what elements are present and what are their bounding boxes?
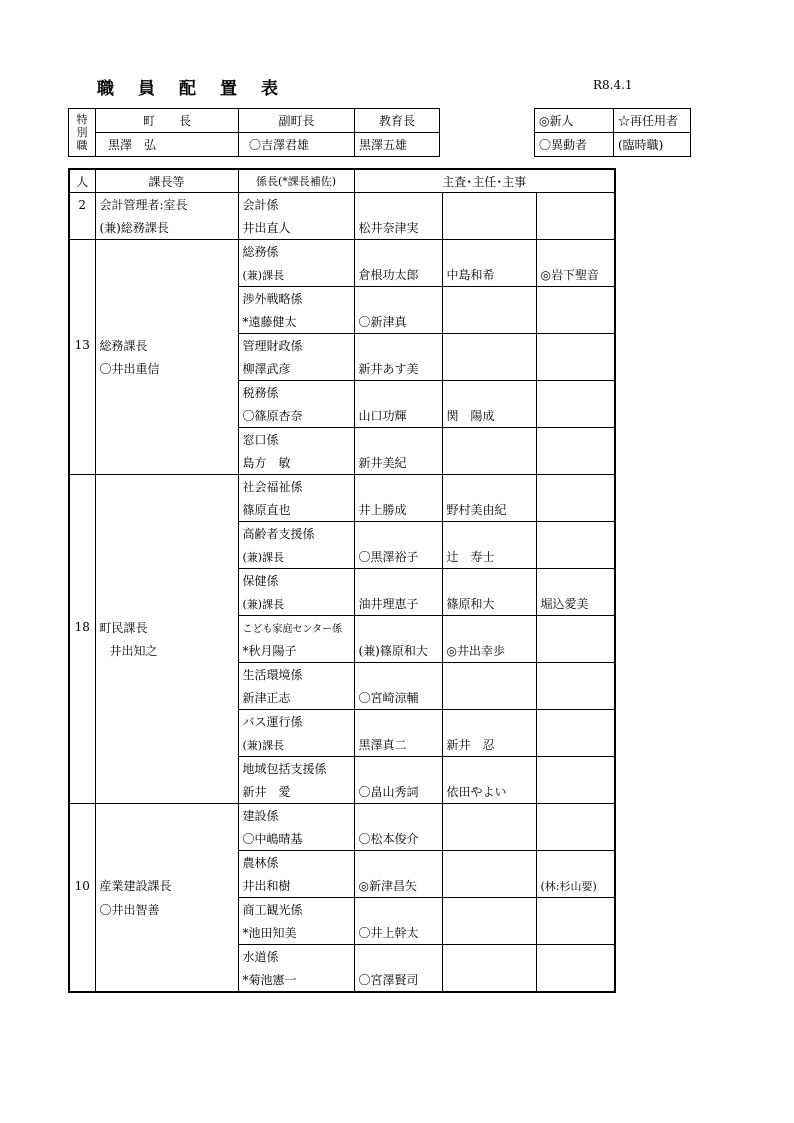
table-row	[69, 968, 615, 992]
dept-count	[69, 686, 95, 710]
table-row	[69, 216, 615, 240]
header-education-chief: 教育長	[355, 109, 440, 133]
section-head: 新井 愛	[238, 780, 354, 804]
section-name: 会計係	[238, 193, 354, 217]
staff-cell: 新井あす美	[354, 357, 442, 381]
staff-cell: 辻 寿士	[442, 545, 536, 569]
dept-count	[69, 639, 95, 663]
staff-cell: 堀込愛美	[536, 592, 615, 616]
header-staff: 主査･主任･主事	[354, 169, 615, 193]
section-name: 建設係	[238, 804, 354, 828]
dept-count: 10	[69, 874, 95, 898]
staff-cell	[354, 663, 442, 687]
staff-cell	[442, 310, 536, 334]
dept-count	[69, 451, 95, 475]
section-name: 商工観光係	[238, 898, 354, 922]
staff-cell: 〇宮崎涼輔	[354, 686, 442, 710]
section-head: 島方 敏	[238, 451, 354, 475]
dept-chief	[95, 381, 238, 405]
header-count: 人	[69, 169, 95, 193]
section-head: 〇中嶋晴基	[238, 827, 354, 851]
staff-cell	[536, 851, 615, 875]
staff-cell	[354, 804, 442, 828]
dept-count	[69, 404, 95, 428]
staff-cell: 中島和希	[442, 263, 536, 287]
staff-cell	[354, 475, 442, 499]
special-label-text: 特別職	[76, 113, 88, 152]
dept-chief	[95, 498, 238, 522]
table-row	[69, 381, 615, 405]
staff-cell	[442, 381, 536, 405]
table-row	[69, 710, 615, 734]
staff-cell	[354, 193, 442, 217]
table-row	[69, 851, 615, 875]
staff-cell: 松井奈津実	[354, 216, 442, 240]
staff-cell	[536, 569, 615, 593]
staff-cell	[442, 475, 536, 499]
section-head: (兼)課長	[238, 545, 354, 569]
dept-chief: 町民課長	[95, 616, 238, 640]
staff-table	[68, 168, 616, 993]
staff-cell: 関 陽成	[442, 404, 536, 428]
section-name: こども家庭センター係	[238, 616, 354, 640]
section-name: 保健係	[238, 569, 354, 593]
staff-cell	[354, 287, 442, 311]
staff-cell	[536, 827, 615, 851]
dept-count	[69, 381, 95, 405]
staff-cell: 〇井上幹太	[354, 921, 442, 945]
dept-count	[69, 216, 95, 240]
table-row	[69, 545, 615, 569]
table-row	[69, 757, 615, 781]
table-row	[69, 827, 615, 851]
section-name: 地域包括支援係	[238, 757, 354, 781]
staff-cell	[442, 287, 536, 311]
dept-count	[69, 851, 95, 875]
page-title: 職員配置表	[97, 79, 302, 99]
staff-cell	[354, 428, 442, 452]
staff-cell: ◎岩下聖音	[536, 263, 615, 287]
staff-cell	[536, 898, 615, 922]
table-row	[69, 451, 615, 475]
section-name: 税務係	[238, 381, 354, 405]
dept-chief: 産業建設課長	[95, 874, 238, 898]
section-name: 渉外戦略係	[238, 287, 354, 311]
section-head: 井出和樹	[238, 874, 354, 898]
section-head: *菊池憲一	[238, 968, 354, 992]
staff-cell	[536, 921, 615, 945]
dept-count	[69, 780, 95, 804]
staff-cell	[536, 498, 615, 522]
dept-chief	[95, 827, 238, 851]
staff-cell	[536, 616, 615, 640]
table-row	[69, 475, 615, 499]
table-row	[69, 334, 615, 358]
dept-chief	[95, 968, 238, 992]
dept-count	[69, 569, 95, 593]
staff-cell	[536, 475, 615, 499]
staff-cell	[536, 451, 615, 475]
dept-chief	[95, 710, 238, 734]
staff-cell	[536, 733, 615, 757]
staff-cell	[442, 428, 536, 452]
staff-cell	[536, 757, 615, 781]
dept-count	[69, 592, 95, 616]
staff-cell: 山口功輝	[354, 404, 442, 428]
staff-cell	[536, 334, 615, 358]
header-deputy-mayor: 副町長	[239, 109, 355, 133]
dept-chief: (兼)総務課長	[95, 216, 238, 240]
staff-cell: 油井理恵子	[354, 592, 442, 616]
dept-chief	[95, 310, 238, 334]
date: R8.4.1	[593, 78, 633, 92]
staff-cell: 新井美紀	[354, 451, 442, 475]
dept-count: 18	[69, 616, 95, 640]
staff-cell	[536, 663, 615, 687]
table-row	[69, 780, 615, 804]
header-section-head: 係長(*課長補佐)	[238, 169, 354, 193]
dept-count	[69, 663, 95, 687]
dept-chief	[95, 733, 238, 757]
staff-cell	[354, 616, 442, 640]
section-head: (兼)課長	[238, 263, 354, 287]
staff-cell	[536, 310, 615, 334]
header-mayor: 町 長	[96, 109, 239, 133]
staff-cell	[442, 827, 536, 851]
staff-cell	[442, 240, 536, 264]
staff-cell	[354, 569, 442, 593]
staff-cell	[536, 428, 615, 452]
section-head: *秋月陽子	[238, 639, 354, 663]
table-row	[69, 522, 615, 546]
staff-cell: 〇畠山秀詞	[354, 780, 442, 804]
dept-chief	[95, 545, 238, 569]
section-head: *池田知美	[238, 921, 354, 945]
dept-chief	[95, 428, 238, 452]
staff-cell	[442, 193, 536, 217]
staff-cell	[536, 216, 615, 240]
table-row	[69, 428, 615, 452]
dept-chief	[95, 851, 238, 875]
table-row	[69, 898, 615, 922]
special-label	[69, 109, 96, 157]
staff-cell	[536, 710, 615, 734]
staff-cell	[442, 757, 536, 781]
table-row	[69, 193, 615, 217]
staff-cell	[536, 545, 615, 569]
table-row	[69, 357, 615, 381]
staff-cell: 新井 忍	[442, 733, 536, 757]
staff-cell	[354, 522, 442, 546]
section-head: 新津正志	[238, 686, 354, 710]
table-row	[69, 686, 615, 710]
staff-cell	[442, 357, 536, 381]
dept-count	[69, 710, 95, 734]
table-row	[69, 663, 615, 687]
section-head: (兼)課長	[238, 592, 354, 616]
dept-chief	[95, 263, 238, 287]
dept-chief	[95, 592, 238, 616]
dept-count	[69, 428, 95, 452]
dept-chief: 〇井出智善	[95, 898, 238, 922]
legend-table	[534, 108, 691, 157]
education-chief-name: 黒澤五雄	[355, 133, 440, 157]
section-head: 井出直人	[238, 216, 354, 240]
dept-chief	[95, 287, 238, 311]
staff-cell: 井上勝成	[354, 498, 442, 522]
dept-chief	[95, 569, 238, 593]
section-name: 水道係	[238, 945, 354, 969]
staff-cell	[536, 240, 615, 264]
staff-cell	[536, 381, 615, 405]
section-name: 窓口係	[238, 428, 354, 452]
dept-chief	[95, 686, 238, 710]
section-name: 総務係	[238, 240, 354, 264]
staff-cell	[442, 804, 536, 828]
table-row	[69, 804, 615, 828]
staff-cell	[354, 334, 442, 358]
table-row	[69, 639, 615, 663]
staff-cell	[442, 968, 536, 992]
special-officials-table	[68, 108, 440, 157]
dept-count	[69, 545, 95, 569]
staff-cell	[536, 287, 615, 311]
dept-count	[69, 287, 95, 311]
staff-cell: ◎新津昌矢	[354, 874, 442, 898]
legend-reappoint: ☆再任用者	[614, 109, 691, 133]
table-row	[69, 263, 615, 287]
mayor-name: 黒澤 弘	[96, 133, 239, 157]
dept-chief: 総務課長	[95, 334, 238, 358]
staff-cell	[536, 804, 615, 828]
staff-cell	[536, 686, 615, 710]
staff-cell	[354, 381, 442, 405]
dept-count	[69, 827, 95, 851]
legend-new: ◎新人	[535, 109, 614, 133]
deputy-mayor-name: 〇吉澤君雄	[239, 133, 355, 157]
staff-cell	[354, 757, 442, 781]
staff-cell: (兼)篠原和大	[354, 639, 442, 663]
section-head: (兼)課長	[238, 733, 354, 757]
staff-cell	[442, 921, 536, 945]
staff-cell	[354, 240, 442, 264]
dept-chief	[95, 240, 238, 264]
staff-cell: 倉根功太郎	[354, 263, 442, 287]
table-row	[69, 569, 615, 593]
staff-cell	[442, 451, 536, 475]
staff-cell: ◎井出幸歩	[442, 639, 536, 663]
staff-cell	[442, 569, 536, 593]
staff-cell: 依田やよい	[442, 780, 536, 804]
section-head: 篠原直也	[238, 498, 354, 522]
dept-count	[69, 357, 95, 381]
staff-cell	[354, 710, 442, 734]
dept-chief	[95, 475, 238, 499]
staff-cell: 篠原和大	[442, 592, 536, 616]
dept-count: 2	[69, 193, 95, 217]
staff-cell	[442, 663, 536, 687]
dept-count	[69, 475, 95, 499]
table-row	[69, 404, 615, 428]
dept-chief	[95, 522, 238, 546]
dept-count	[69, 310, 95, 334]
section-head: *遠藤健太	[238, 310, 354, 334]
dept-count	[69, 733, 95, 757]
section-head: 〇篠原杏奈	[238, 404, 354, 428]
staff-cell	[536, 404, 615, 428]
dept-count	[69, 898, 95, 922]
staff-cell	[442, 945, 536, 969]
dept-count	[69, 522, 95, 546]
table-row	[69, 287, 615, 311]
staff-cell: 野村美由紀	[442, 498, 536, 522]
staff-cell	[536, 357, 615, 381]
staff-cell: 〇黒澤裕子	[354, 545, 442, 569]
dept-chief	[95, 663, 238, 687]
staff-cell	[442, 334, 536, 358]
staff-cell	[442, 898, 536, 922]
dept-chief: 会計管理者:室長	[95, 193, 238, 217]
legend-temp: (臨時職)	[614, 133, 691, 157]
dept-count	[69, 921, 95, 945]
section-name: 社会福祉係	[238, 475, 354, 499]
dept-chief	[95, 945, 238, 969]
dept-chief: 〇井出重信	[95, 357, 238, 381]
table-row	[69, 874, 615, 898]
table-row	[69, 945, 615, 969]
staff-cell	[536, 522, 615, 546]
dept-chief: 井出知之	[95, 639, 238, 663]
dept-chief	[95, 780, 238, 804]
section-name: 高齢者支援係	[238, 522, 354, 546]
legend-transfer: 〇異動者	[535, 133, 614, 157]
dept-count	[69, 498, 95, 522]
dept-chief	[95, 404, 238, 428]
dept-count	[69, 240, 95, 264]
staff-cell	[442, 686, 536, 710]
section-name: バス運行係	[238, 710, 354, 734]
section-name: 生活環境係	[238, 663, 354, 687]
staff-cell	[536, 945, 615, 969]
staff-cell	[442, 710, 536, 734]
staff-cell	[536, 968, 615, 992]
section-name: 農林係	[238, 851, 354, 875]
dept-chief	[95, 757, 238, 781]
dept-count	[69, 263, 95, 287]
section-name: 管理財政係	[238, 334, 354, 358]
staff-cell	[536, 780, 615, 804]
staff-cell: 黒澤真二	[354, 733, 442, 757]
staff-cell	[536, 193, 615, 217]
staff-cell	[442, 874, 536, 898]
dept-count	[69, 804, 95, 828]
staff-cell	[442, 216, 536, 240]
table-row	[69, 733, 615, 757]
dept-chief	[95, 921, 238, 945]
staff-cell	[354, 851, 442, 875]
section-head: 柳澤武彦	[238, 357, 354, 381]
dept-chief	[95, 804, 238, 828]
table-row	[69, 921, 615, 945]
dept-count: 13	[69, 334, 95, 358]
staff-cell	[536, 639, 615, 663]
staff-cell: (林:杉山要)	[536, 874, 615, 898]
staff-cell	[354, 898, 442, 922]
staff-cell: 〇松本俊介	[354, 827, 442, 851]
staff-cell	[442, 616, 536, 640]
staff-cell	[442, 522, 536, 546]
table-row	[69, 310, 615, 334]
table-row	[69, 240, 615, 264]
dept-count	[69, 757, 95, 781]
dept-count	[69, 968, 95, 992]
table-row	[69, 592, 615, 616]
staff-cell	[442, 851, 536, 875]
staff-cell	[354, 945, 442, 969]
staff-cell: 〇宮澤賢司	[354, 968, 442, 992]
dept-count	[69, 945, 95, 969]
header-chief: 課長等	[95, 169, 238, 193]
dept-chief	[95, 451, 238, 475]
header-row	[69, 169, 615, 193]
table-row	[69, 616, 615, 640]
staff-cell: 〇新津真	[354, 310, 442, 334]
table-row	[69, 498, 615, 522]
